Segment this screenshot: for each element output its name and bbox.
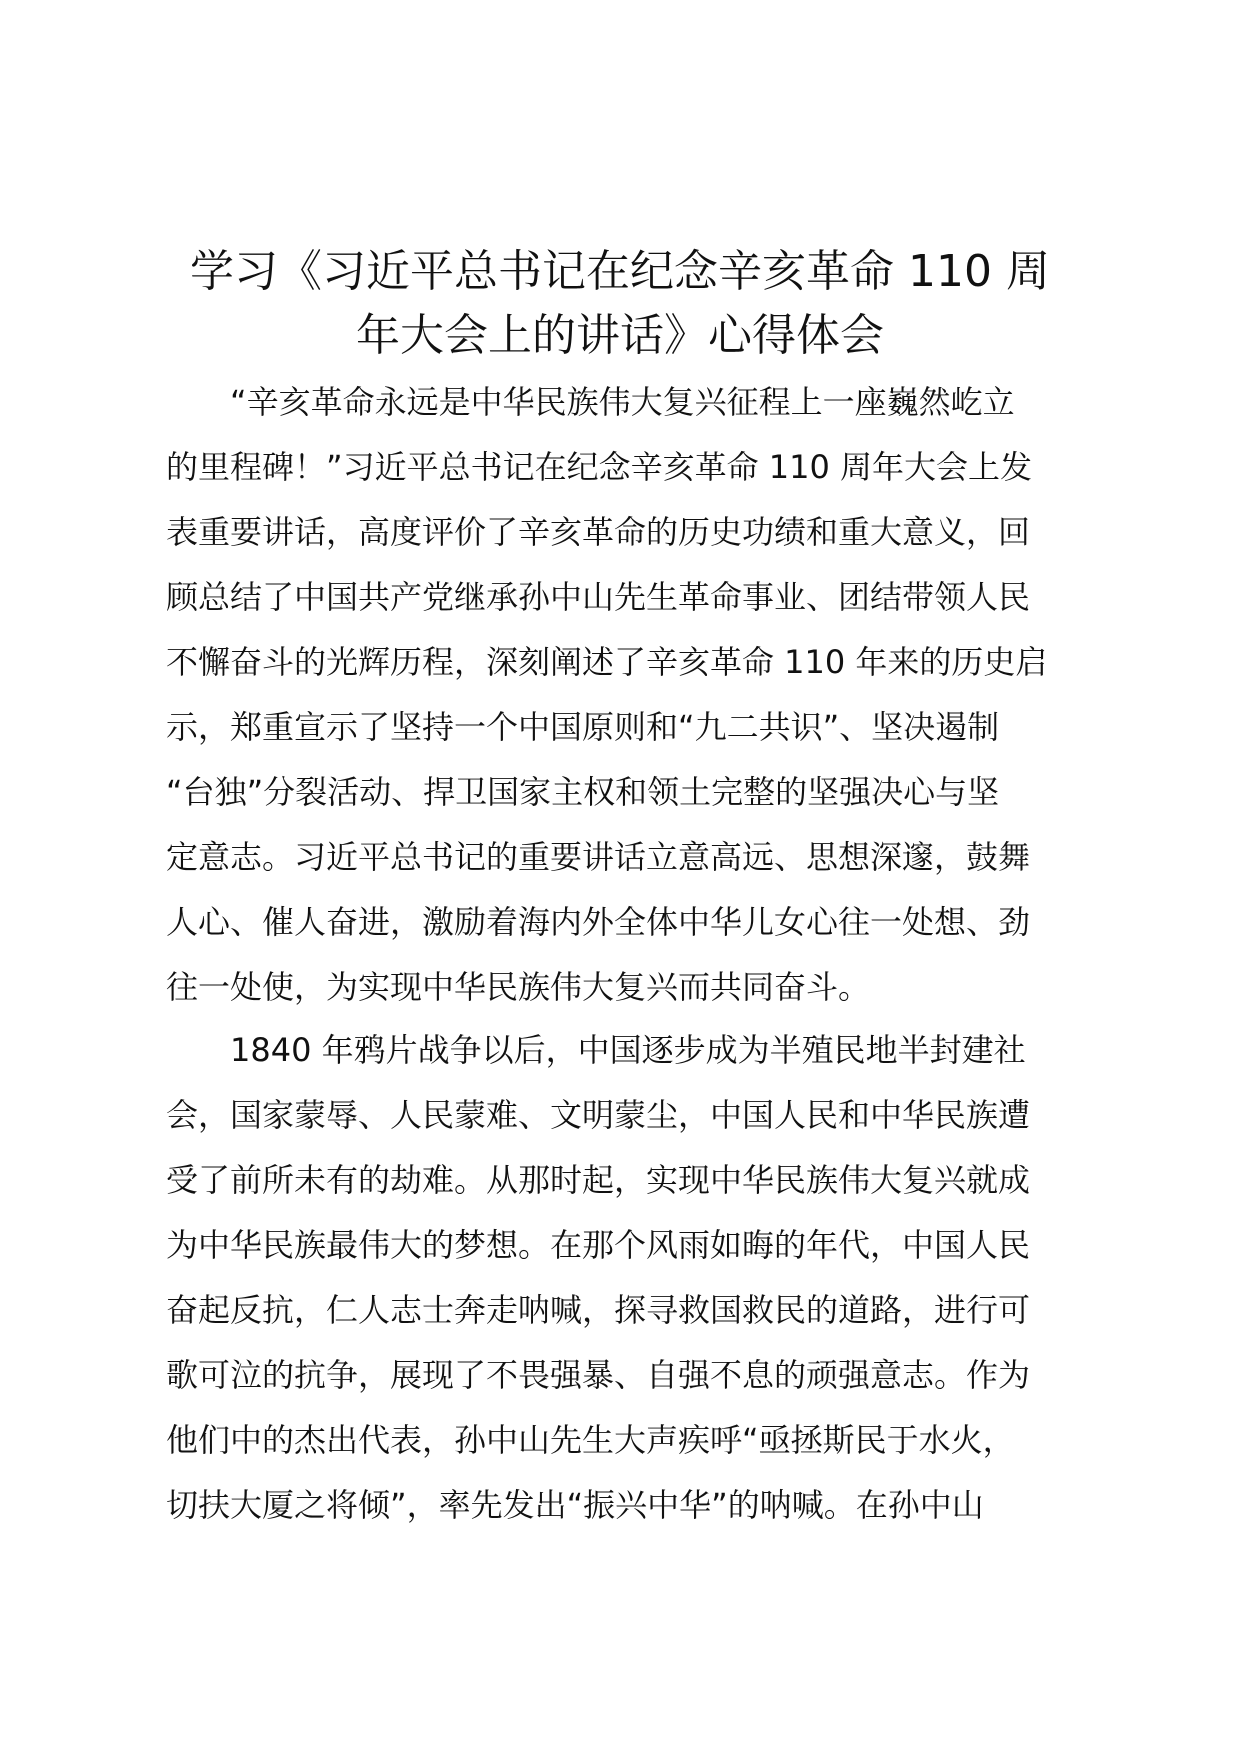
paragraph-line: 1840 年鸦片战争以后，中国逐步成为半殖民地半封建社: [230, 1031, 1026, 1069]
paragraph-line: 往一处使，为实现中华民族伟大复兴而共同奋斗。: [166, 968, 871, 1006]
paragraph-line: 会，国家蒙辱、人民蒙难、文明蒙尘，中国人民和中华民族遭: [166, 1096, 1031, 1134]
paragraph-line: 不懈奋斗的光辉历程，深刻阐述了辛亥革命 110 年来的历史启: [166, 643, 1048, 681]
paragraph-line: 定意志。习近平总书记的重要讲话立意高远、思想深邃，鼓舞: [166, 838, 1031, 876]
document-title: [150, 240, 1090, 368]
body-paragraph: [166, 1018, 1076, 1538]
paragraph-line: 奋起反抗，仁人志士奔走呐喊，探寻救国救民的道路，进行可: [166, 1291, 1031, 1329]
title-line: 年大会上的讲话》心得体会: [356, 310, 884, 361]
paragraph-line: 顾总结了中国共产党继承孙中山先生革命事业、团结带领人民: [166, 578, 1031, 616]
paragraph-line: 歌可泣的抗争，展现了不畏强暴、自强不息的顽强意志。作为: [166, 1356, 1031, 1394]
paragraph-line: 人心、催人奋进，激励着海内外全体中华儿女心往一处想、劲: [166, 903, 1031, 941]
body-paragraph: [166, 370, 1076, 1020]
paragraph-line: “辛亥革命永远是中华民族伟大复兴征程上一座巍然屹立: [230, 383, 1015, 421]
paragraph-line: 表重要讲话，高度评价了辛亥革命的历史功绩和重大意义，回: [166, 513, 1031, 551]
paragraph-line: 的里程碑！”习近平总书记在纪念辛亥革命 110 周年大会上发: [166, 448, 1033, 486]
paragraph-line: 受了前所未有的劫难。从那时起，实现中华民族伟大复兴就成: [166, 1161, 1031, 1199]
paragraph-line: 示，郑重宣示了坚持一个中国原则和“九二共识”、坚决遏制: [166, 708, 1000, 746]
title-line: 学习《习近平总书记在纪念辛亥革命 110 周: [190, 246, 1050, 297]
paragraph-line: 他们中的杰出代表，孙中山先生大声疾呼“亟拯斯民于水火，: [166, 1421, 1015, 1459]
paragraph-line: “台独”分裂活动、捍卫国家主权和领土完整的坚强决心与坚: [166, 773, 1000, 811]
paragraph-line: 切扶大厦之将倾”，率先发出“振兴中华”的呐喊。在孙中山: [166, 1486, 984, 1524]
paragraph-line: 为中华民族最伟大的梦想。在那个风雨如晦的年代，中国人民: [166, 1226, 1031, 1264]
